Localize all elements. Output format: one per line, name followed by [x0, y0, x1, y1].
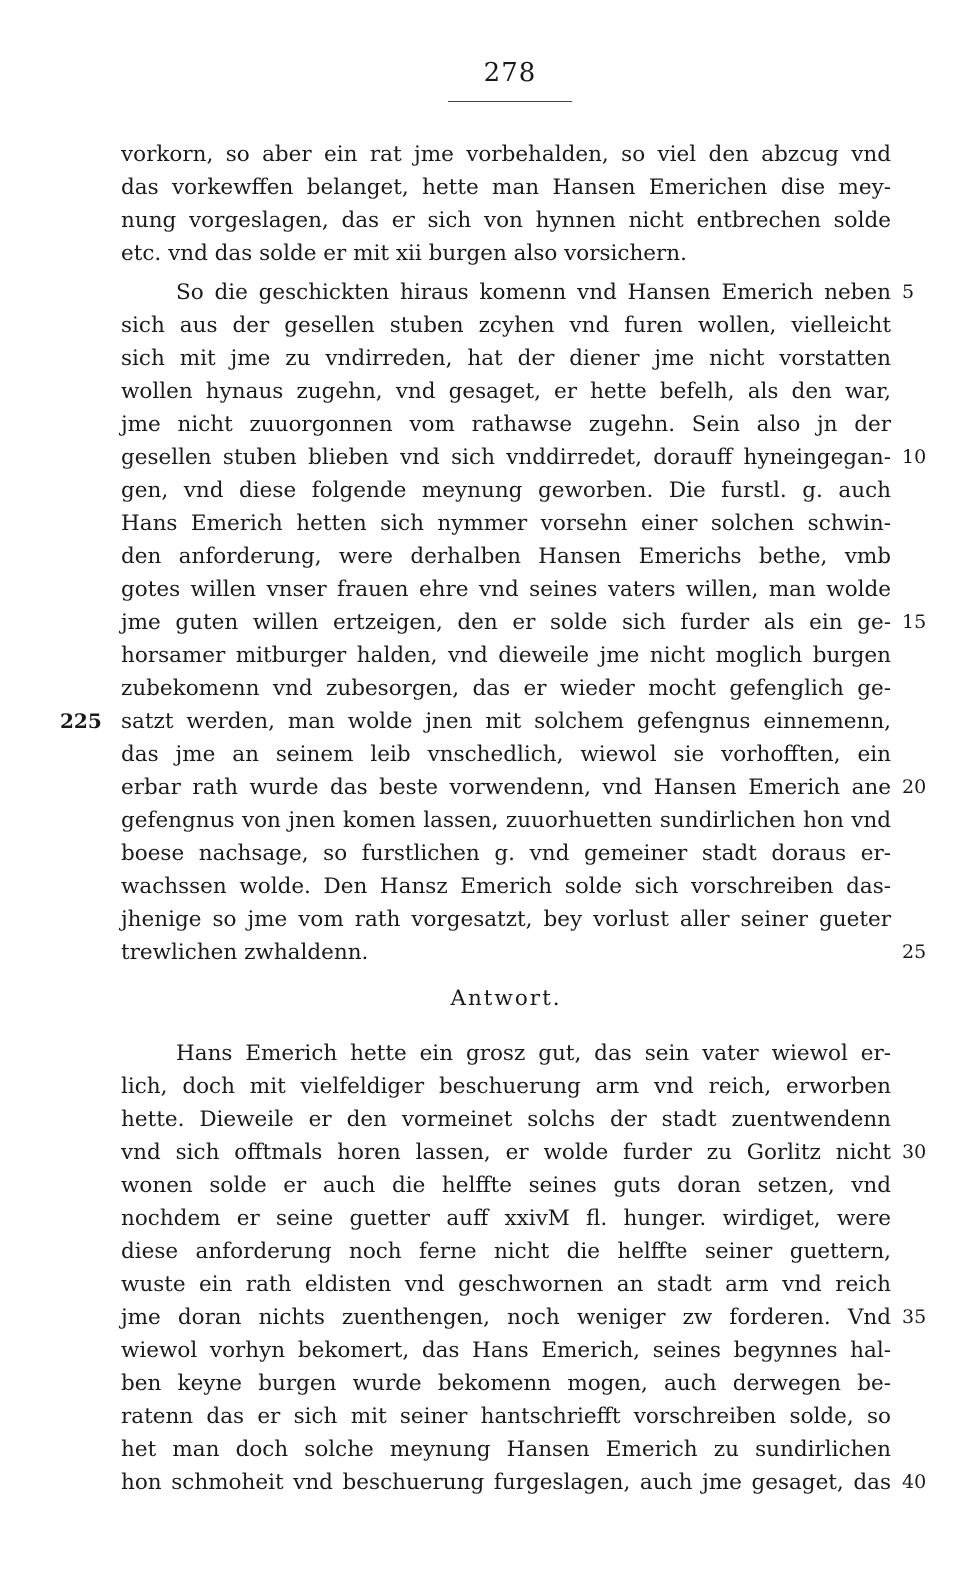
- text-line: het man doch solche meynung Hansen Emerich zu sundirlichen: [121, 1437, 891, 1462]
- text-line: vnd sich offtmals horen lassen, er wolde furder zu Gorlitz nicht: [121, 1140, 891, 1165]
- text-line: jme guten willen ertzeigen, den er solde sich furder als ein ge-: [121, 610, 891, 635]
- text-line: Hans Emerich hetten sich nymmer vorsehn einer solchen schwin-: [121, 511, 891, 536]
- text-line: lich, doch mit vielfeldiger beschuerung arm vnd reich, erworben: [121, 1074, 891, 1099]
- line-number: 20: [902, 776, 927, 798]
- text-line: sich mit jme zu vndirreden, hat der diener jme nicht vorstatten: [121, 346, 891, 371]
- text-line: boese nachsage, so furstlichen g. vnd gemeiner stadt doraus er-: [121, 841, 891, 866]
- text-line: zubekomenn vnd zubesorgen, das er wieder mocht gefenglich ge-: [121, 676, 891, 701]
- text-line: sich aus der gesellen stuben zcyhen vnd furen wollen, vielleicht: [121, 313, 891, 338]
- text-line: Hans Emerich hette ein grosz gut, das sein vater wiewol er-: [176, 1041, 891, 1066]
- line-number: 35: [902, 1306, 927, 1328]
- text-line: satzt werden, man wolde jnen mit solchem gefengnus einnemenn,: [121, 709, 891, 734]
- page-number: 278: [483, 58, 537, 88]
- text-line: So die geschickten hiraus komenn vnd Hansen Emerich neben: [176, 280, 891, 305]
- line-number: 10: [902, 446, 927, 468]
- text-line: den anforderung, were derhalben Hansen Emerichs bethe, vmb: [121, 544, 891, 569]
- text-line: jme nicht zuuorgonnen vom rathawse zugehn. Sein also jn der: [121, 412, 891, 437]
- section-heading: Antwort.: [450, 986, 562, 1011]
- text-line: hon schmoheit vnd beschuerung furgeslagen, auch jme gesaget, das: [121, 1470, 891, 1495]
- text-line: ratenn das er sich mit seiner hantschriefft vorschreiben solde, so: [121, 1404, 891, 1429]
- text-line: ben keyne burgen wurde bekomenn mogen, auch derwegen be-: [121, 1371, 891, 1396]
- text-line: das vorkewffen belanget, hette man Hansen Emerichen dise mey-: [121, 175, 891, 200]
- text-line: nung vorgeslagen, das er sich von hynnen nicht entbrechen solde: [121, 208, 891, 233]
- text-line: gefengnus von jnen komen lassen, zuuorhuetten sundirlichen hon vnd: [121, 808, 891, 833]
- text-line: gen, vnd diese folgende meynung geworben. Die furstl. g. auch: [121, 478, 891, 503]
- text-line: vorkorn, so aber ein rat jme vorbehalden, so viel den abzcug vnd: [121, 142, 891, 167]
- text-line: diese anforderung noch ferne nicht die helffte seiner guettern,: [121, 1239, 891, 1264]
- text-line: wonen solde er auch die helffte seines guts doran setzen, vnd: [121, 1173, 891, 1198]
- text-line: gesellen stuben blieben vnd sich vnddirredet, dorauff hyneingegan-: [121, 445, 891, 470]
- line-number: 25: [902, 941, 927, 963]
- text-line: wollen hynaus zugehn, vnd gesaget, er hette befelh, als den war,: [121, 379, 891, 404]
- text-line: trewlichen zwhaldenn.: [121, 940, 369, 965]
- line-number: 40: [902, 1471, 927, 1493]
- text-line: hette. Dieweile er den vormeinet solchs der stadt zuentwendenn: [121, 1107, 891, 1132]
- text-line: wachssen wolde. Den Hansz Emerich solde sich vorschreiben das-: [121, 874, 891, 899]
- body-text: [121, 0, 891, 1582]
- text-line: gotes willen vnser frauen ehre vnd seines vaters willen, man wolde: [121, 577, 891, 602]
- text-line: nochdem er seine guetter auff xxivM fl. hunger. wirdiget, were: [121, 1206, 891, 1231]
- line-number: 30: [902, 1141, 927, 1163]
- source-page-number: 225: [60, 709, 102, 733]
- text-line: jhenige so jme vom rath vorgesatzt, bey vorlust aller seiner gueter: [121, 907, 891, 932]
- text-line: wiewol vorhyn bekomert, das Hans Emerich, seines begynnes hal-: [121, 1338, 891, 1363]
- line-number: 15: [902, 611, 927, 633]
- text-line: etc. vnd das solde er mit xii burgen also vorsichern.: [121, 241, 687, 266]
- text-line: wuste ein rath eldisten vnd geschwornen an stadt arm vnd reich: [121, 1272, 891, 1297]
- text-line: jme doran nichts zuenthengen, noch weniger zw forderen. Vnd: [121, 1305, 891, 1330]
- text-line: horsamer mitburger halden, vnd dieweile jme nicht moglich burgen: [121, 643, 891, 668]
- text-line: erbar rath wurde das beste vorwendenn, vnd Hansen Emerich ane: [121, 775, 891, 800]
- line-number: 5: [902, 281, 915, 303]
- text-line: das jme an seinem leib vnschedlich, wiewol sie vorhofften, ein: [121, 742, 891, 767]
